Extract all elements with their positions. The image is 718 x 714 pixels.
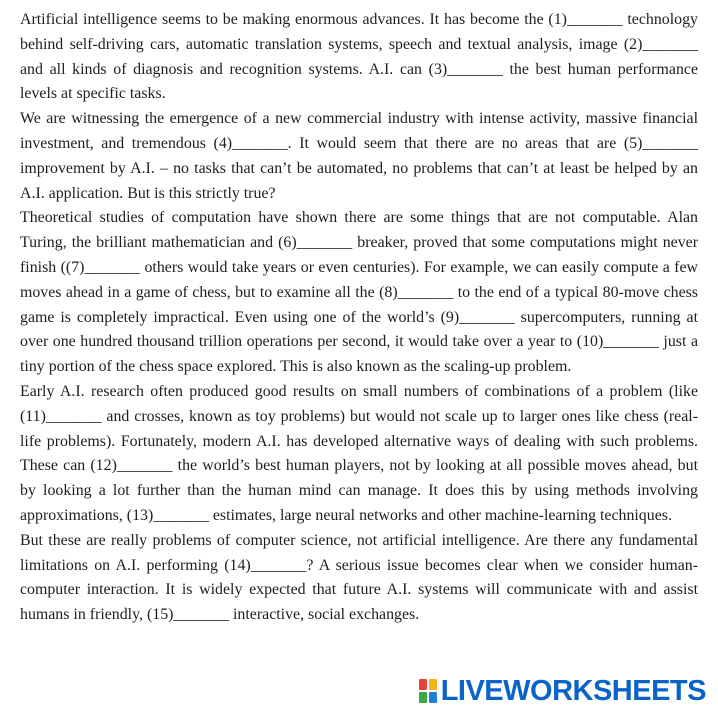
logo-mark-red: [419, 679, 427, 690]
paragraph-3: Theoretical studies of computation have shown there are some things that are not computable. Alan Turing, the brilliant mathematician and (6)_______ breaker, proved that some computations might never finish ((7)_______ others would take years or even centuries). For example, we can easily compute a few moves ahead in a game of chess, but to examine all the (8)_______ to the end of a typical 80-move chess game is completely impractical. Even using one of the world’s (9)_______ supercomputers, running at over one hundred thousand trillion operations per second, it would take over a year to (10)_______ just a tiny portion of the chess space explored. This is also known as the scaling-up problem.: [20, 209, 698, 376]
logo-mark-green: [419, 692, 427, 703]
logo-mark-blue: [429, 692, 437, 703]
paragraph-5: But these are really problems of computer science, not artificial intelligence. Are there any fundamental limitations on A.I. performing (14)_______? A serious issue becomes clear when we consider human-computer interaction. It is widely expected that future A.I. systems will communicate with and assist humans in friendly, (15)_______ interactive, social exchanges.: [20, 531, 698, 624]
logo-mark-icon: [419, 679, 437, 703]
liveworksheets-logo: [415, 674, 706, 708]
logo-mark-yellow: [429, 679, 437, 690]
paragraph-4: Early A.I. research often produced good results on small numbers of combinations of a problem (like (11)_______ and crosses, known as toy problems) but would not scale up to larger ones like chess (real-life problems). Fortunately, modern A.I. has developed alternative ways of dealing with such problems. These can (12)_______ the world’s best human players, not by looking at all possible moves ahead, but by looking a lot further than the human mind can manage. It does this by using methods involving approximations, (13)_______ estimates, large neural networks and other machine-learning techniques.: [20, 382, 698, 524]
paragraph-1: Artificial intelligence seems to be making enormous advances. It has become the (1)_______ technology behind self-driving cars, automatic translation systems, speech and textual analysis, image (2)_______ and all kinds of diagnosis and recognition systems. A.I. can (3)_______ the best human performance levels at specific tasks.: [20, 11, 698, 103]
worksheet-text: [20, 8, 698, 628]
logo-wordmark: LIVEWORKSHEETS: [440, 675, 706, 707]
paragraph-2: We are witnessing the emergence of a new commercial industry with intense activity, massive financial investment, and tremendous (4)_______. It would seem that there are no areas that are (5)_______ improvement by A.I. – no tasks that can’t be automated, no problems that can’t at least be helped by an A.I. application. But is this strictly true?: [20, 110, 698, 202]
